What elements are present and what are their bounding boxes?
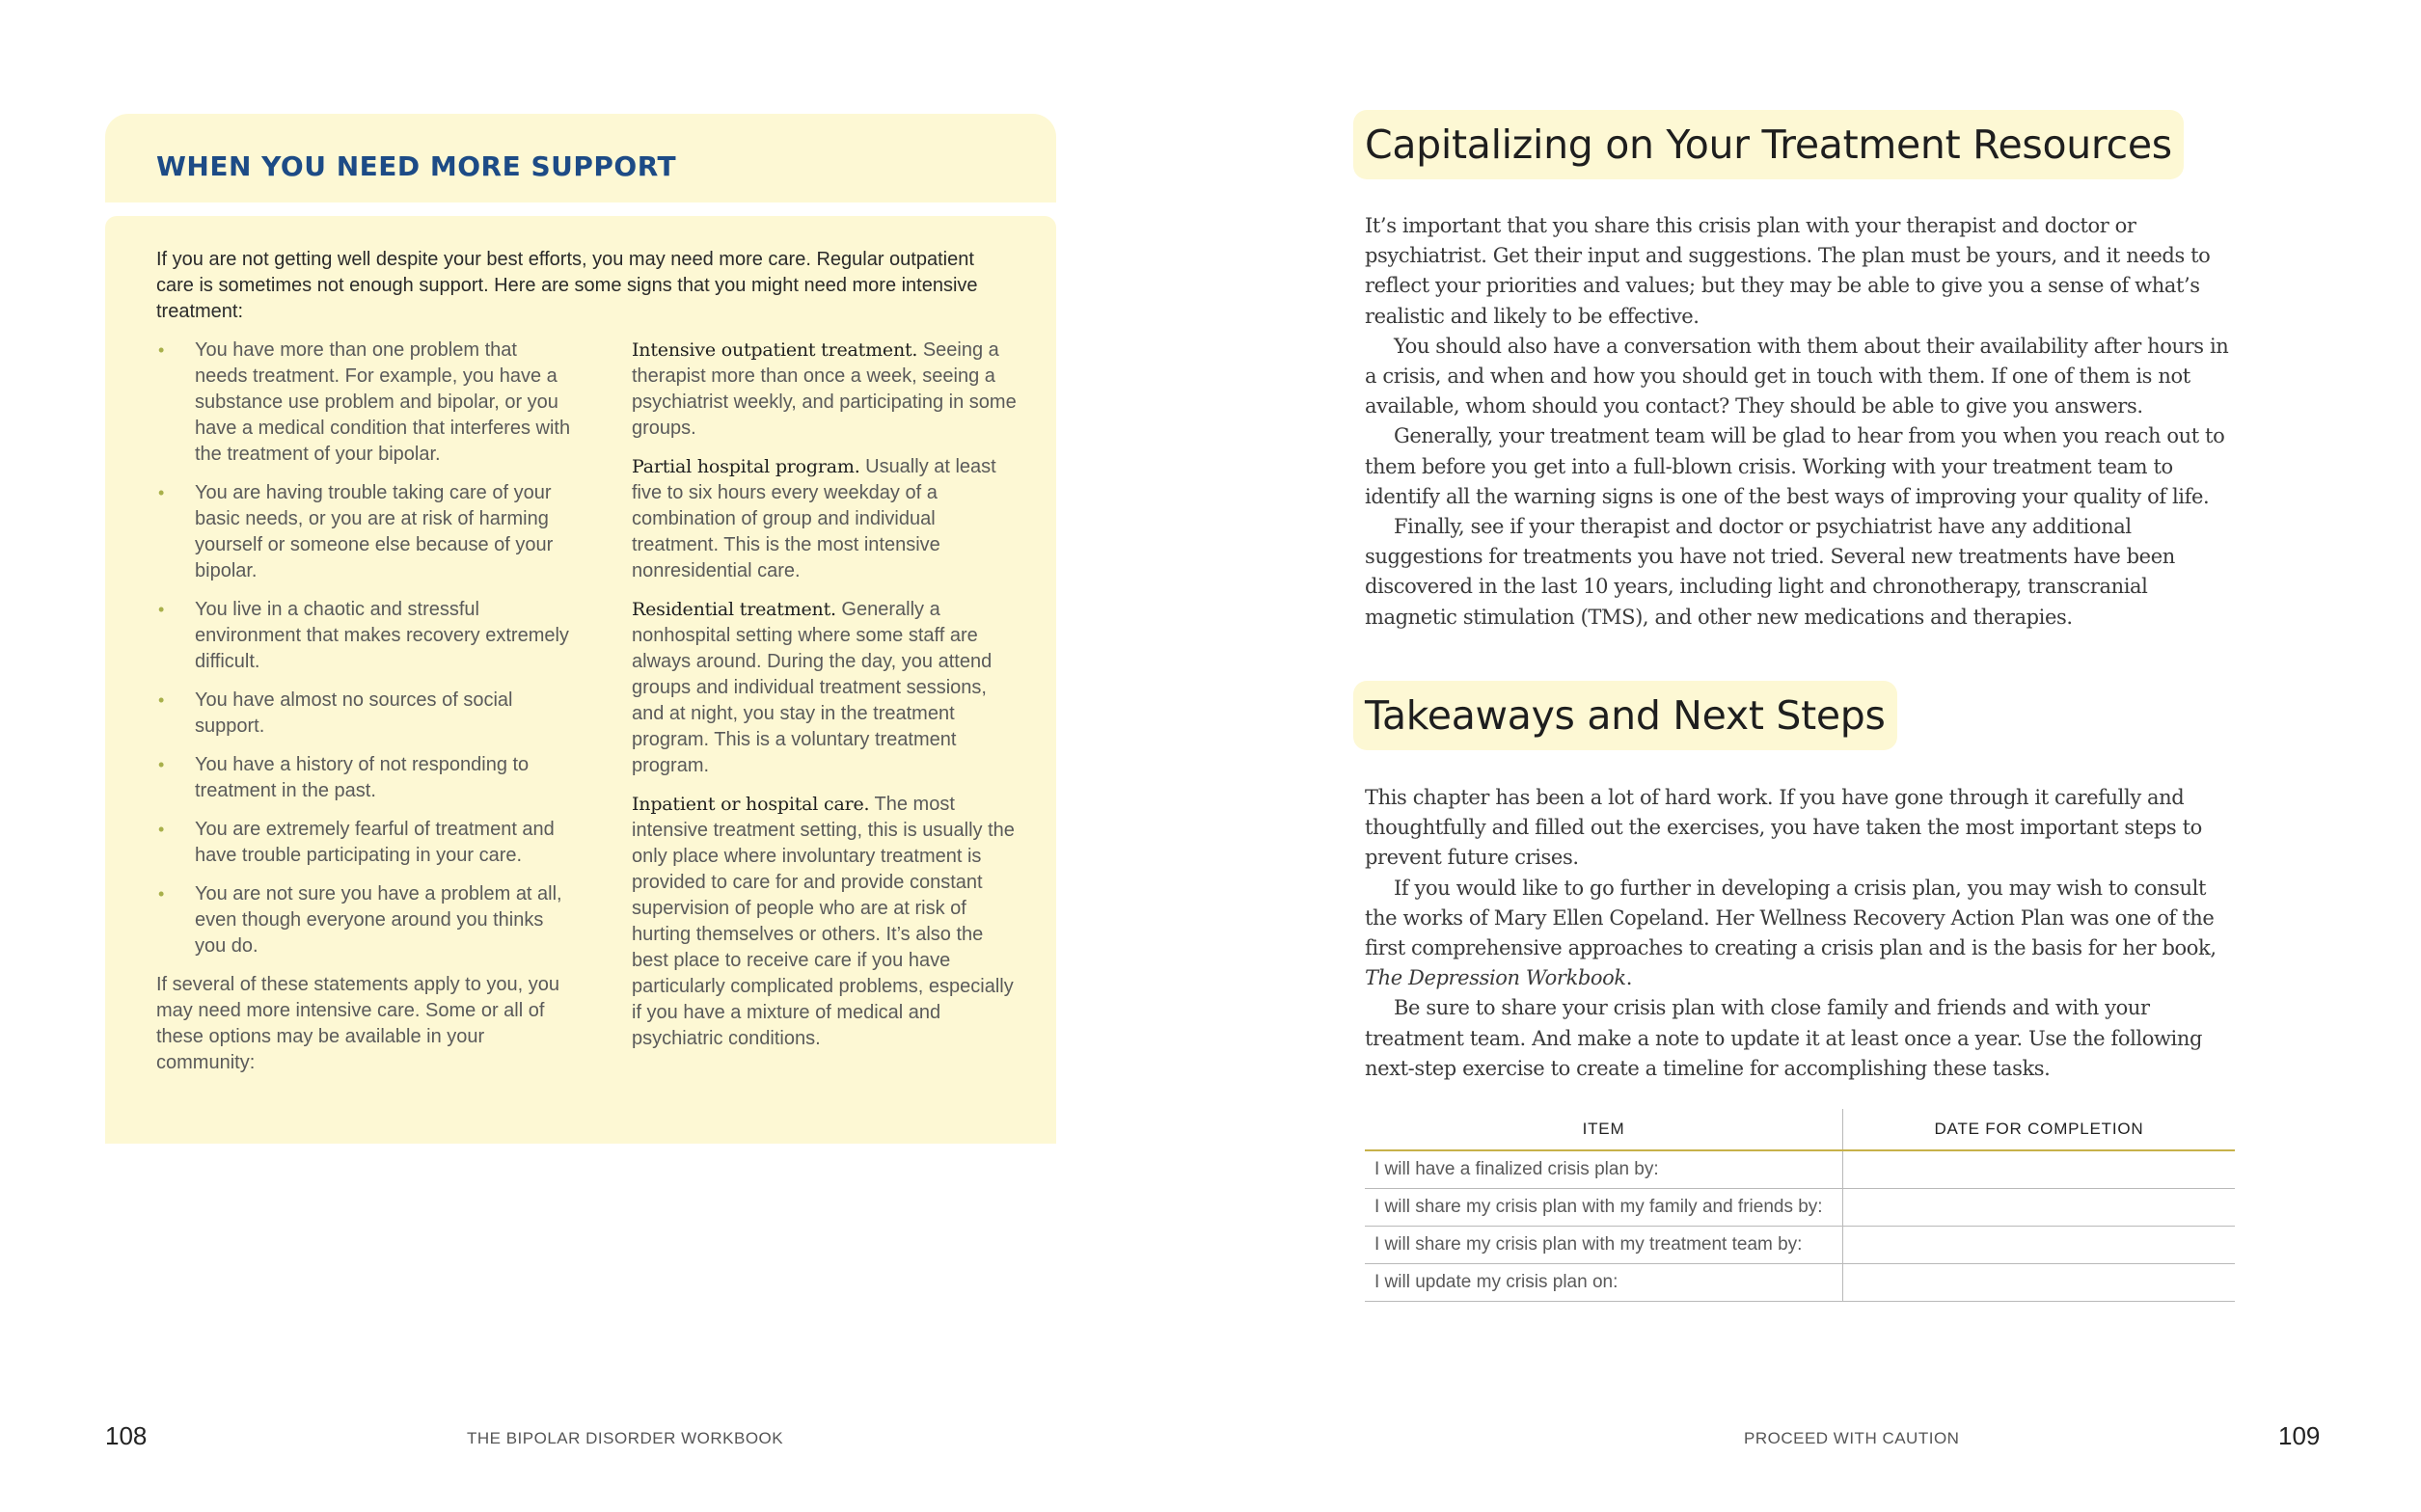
sidebar-box-title: WHEN YOU NEED MORE SUPPORT: [156, 150, 677, 182]
table-row: [1365, 1150, 2235, 1189]
bullet-icon: •: [158, 820, 165, 839]
list-item: [156, 597, 571, 675]
care-option: [632, 597, 1018, 779]
book-title: The Depression Workbook: [1365, 966, 1626, 990]
care-option-text: The most intensive treatment setting, this is usually the only place where involuntary treatment is provided to care for and provide constant supervision of people who are at risk of hurting themselves or others. It’s also the best place to receive care if you have particularly complicated problems, especially if you have a mixture of medical and psychiatric conditions.: [632, 794, 1015, 1049]
section-heading-takeaways: [1353, 681, 1897, 750]
care-options-column: [632, 338, 1018, 1065]
signs-list: [156, 338, 571, 959]
care-option-text: Generally a nonhospital setting where some staff are always around. During the day, you attend groups and individual treatment sessions, and at night, you stay in the treatment program. This is a voluntary treatment program.: [632, 599, 993, 776]
list-item-text: You are not sure you have a problem at all, even though everyone around you thinks you do.: [195, 883, 562, 957]
care-option: [632, 792, 1018, 1052]
care-option-term: Intensive outpatient treatment.: [632, 339, 918, 361]
bullet-icon: •: [158, 483, 165, 502]
table-cell-date[interactable]: [1843, 1264, 2236, 1302]
section-treatment-body: [1365, 211, 2243, 633]
paragraph: It’s important that you share this crisis plan with your therapist and doctor or psychiatrist. Get their input and suggestions. The plan must be yours, and it needs to reflect your priorities and values; but they may be able to give you a sense of what’s realistic and likely to be effective.: [1365, 214, 2211, 328]
list-item-text: You have almost no sources of social support.: [195, 689, 513, 737]
list-item-text: You live in a chaotic and stressful environment that makes recovery extremely difficult.: [195, 599, 569, 672]
table-cell-date[interactable]: [1843, 1150, 2236, 1189]
list-item-text: You are having trouble taking care of your basic needs, or you are at risk of harming yourself or someone else because of your bipolar.: [195, 482, 554, 581]
list-item-text: You are extremely fearful of treatment and have trouble participating in your care.: [195, 819, 555, 866]
sidebar-box-body: [105, 216, 1056, 1144]
signs-closing: If several of these statements apply to you, you may need more intensive care. Some or all of these options may be available in your community:: [156, 974, 560, 1073]
sidebar-box-header: [105, 114, 1056, 202]
section-takeaways-body: [1365, 783, 2243, 1084]
table-cell-date[interactable]: [1843, 1227, 2236, 1264]
care-option-term: Inpatient or hospital care.: [632, 794, 870, 815]
paragraph: This chapter has been a lot of hard work. If you have gone through it carefully and thoughtfully and filled out the exercises, you have taken the most important steps to prevent future crises.: [1365, 786, 2202, 870]
paragraph: Be sure to share your crisis plan with close family and friends and with your treatment team. And make a note to update it at least once a year. Use the following next-step exercise to create a timeline for accomplishing these tasks.: [1365, 996, 2203, 1080]
table-row: [1365, 1227, 2235, 1264]
section-heading-text: Capitalizing on Your Treatment Resources: [1365, 122, 2172, 168]
column-header-date: DATE FOR COMPLETION: [1843, 1109, 2236, 1150]
care-option: [632, 338, 1018, 442]
list-item-text: You have more than one problem that needs treatment. For example, you have a substance use problem and bipolar, or you have a medical condition that interferes with the treatment of your bipolar.: [195, 339, 571, 465]
list-item: [156, 688, 571, 740]
list-item-text: You have a history of not responding to treatment in the past.: [195, 754, 530, 801]
list-item: [156, 480, 571, 584]
list-item: [156, 752, 571, 804]
bullet-icon: •: [158, 755, 165, 774]
paragraph-text: If you would like to go further in developing a crisis plan, you may wish to consult the works of Mary Ellen Copeland. Her Wellness Recovery Action Plan was one of the first comprehensive approaches to creating a crisis plan and is the basis for her book,: [1365, 876, 2217, 960]
bullet-icon: •: [158, 340, 165, 360]
bullet-icon: •: [158, 690, 165, 710]
list-item: [156, 817, 571, 869]
table-cell-item: I will update my crisis plan on:: [1365, 1264, 1843, 1302]
paragraph: Finally, see if your therapist and doctor or psychiatrist have any additional suggestions for treatments you have not tried. Several new treatments have been discovered in the last 10 years, including light and chronotherapy, transcranial magnetic stimulation (TMS), and other new medications and therapies.: [1365, 515, 2175, 629]
list-item: [156, 881, 571, 959]
bullet-icon: •: [158, 884, 165, 904]
bullet-icon: •: [158, 600, 165, 619]
paragraph: You should also have a conversation with them about their availability after hours in a crisis, and when and how you should get in touch with them. If one of them is not available, whom should you contact? They should be able to give you answers.: [1365, 334, 2229, 418]
table-cell-date[interactable]: [1843, 1189, 2236, 1227]
signs-column: [156, 338, 571, 1076]
care-option-term: Residential treatment.: [632, 599, 836, 620]
table-row: [1365, 1189, 2235, 1227]
care-option-text: Seeing a therapist more than once a week, seeing a psychiatrist weekly, and participating in some groups.: [632, 339, 1017, 439]
care-option-term: Partial hospital program.: [632, 456, 860, 477]
table-cell-item: I will have a finalized crisis plan by:: [1365, 1150, 1843, 1189]
care-option-text: Usually at least five to six hours every weekday of a combination of group and individual treatment. This is the most intensive nonresidential care.: [632, 456, 996, 581]
paragraph: Generally, your treatment team will be glad to hear from you when you reach out to them before you get into a full-blown crisis. Working with your treatment team to identify all the warning signs is one of the best ways of improving your quality of life.: [1365, 424, 2225, 508]
running-head-left: THE BIPOLAR DISORDER WORKBOOK: [467, 1429, 784, 1447]
table-row: [1365, 1264, 2235, 1302]
list-item: [156, 338, 571, 468]
page-number-left: 108: [105, 1421, 148, 1450]
care-option: [632, 454, 1018, 584]
table-cell-item: I will share my crisis plan with my treatment team by:: [1365, 1227, 1843, 1264]
running-head-right: PROCEED WITH CAUTION: [1744, 1429, 1960, 1447]
paragraph: [1365, 874, 2243, 994]
table-header-row: [1365, 1109, 2235, 1150]
paragraph-text-end: .: [1625, 966, 1633, 990]
table-cell-item: I will share my crisis plan with my family and friends by:: [1365, 1189, 1843, 1227]
section-heading-text: Takeaways and Next Steps: [1365, 692, 1886, 739]
page-number-right: 109: [2278, 1421, 2321, 1450]
column-header-item: ITEM: [1365, 1109, 1843, 1150]
next-steps-table: [1365, 1109, 2235, 1302]
sidebar-intro: If you are not getting well despite your best efforts, you may need more care. Regular outpatient care is sometimes not enough support. Here are some signs that you might need more intensive treatment:: [156, 249, 978, 322]
section-heading-treatment: [1353, 110, 2184, 179]
